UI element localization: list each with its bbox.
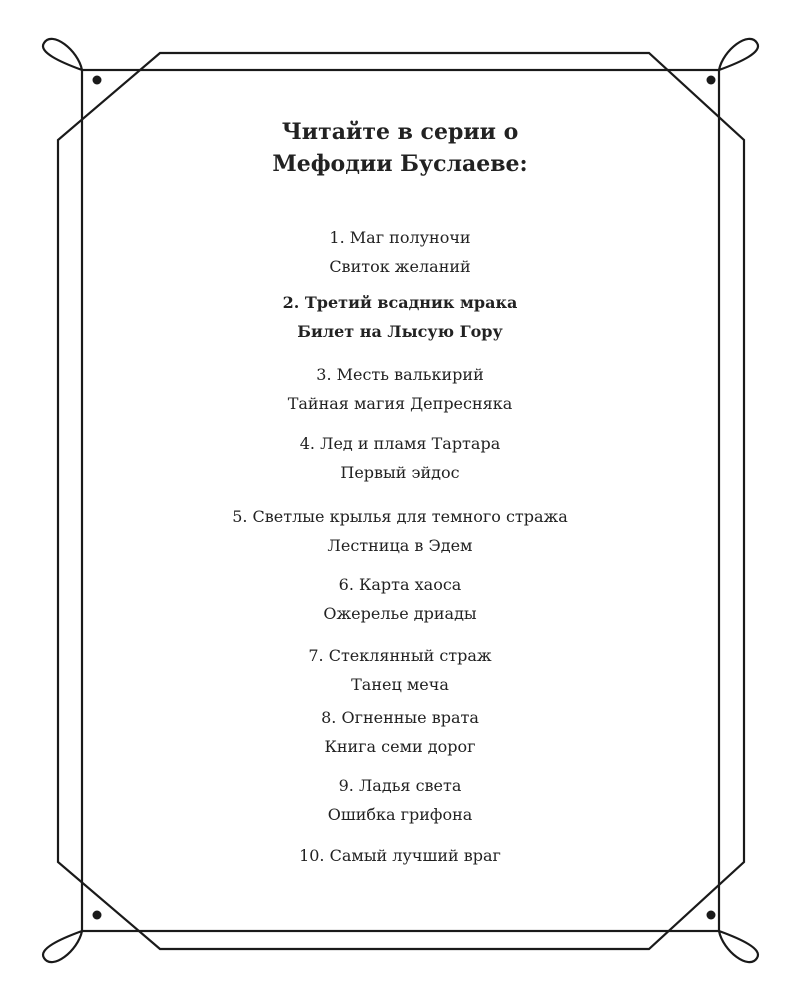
book-subtitle: Тайная магия Депресняка [287,394,513,413]
book-entry-6 [0,570,800,628]
book-title: 6. Карта хаоса [338,575,462,594]
book-title: 5. Светлые крылья для темного стража [232,507,568,526]
book-title: 9. Ладья света [338,776,462,795]
corner-dot-top-left [93,76,102,85]
book-subtitle: Книга семи дорог [324,737,476,756]
book-title: 4. Лед и пламя Тартара [299,434,501,453]
book-subtitle: Билет на Лысую Гору [297,322,503,341]
book-entry-8 [0,703,800,761]
book-entry-1 [0,223,800,281]
book-title: 10. Самый лучший враг [299,846,501,865]
book-subtitle: Первый эйдос [340,463,460,482]
book-entry-4 [0,429,800,487]
book-entry-10 [0,841,800,870]
corner-dot-top-right [707,76,716,85]
corner-dot-bottom-right [707,911,716,920]
book-title: 1. Маг полуночи [329,228,471,247]
book-subtitle: Танец меча [351,675,449,694]
heading-line-2: Мефодии Буслаеве: [272,151,528,177]
book-title: 2. Третий всадник мрака [282,293,518,312]
book-subtitle: Лестница в Эдем [327,536,473,555]
book-subtitle: Ошибка грифона [327,805,473,824]
book-title: 7. Стеклянный страж [308,646,492,665]
corner-loop-top-left [43,39,82,70]
heading-line-1: Читайте в серии о [281,119,519,145]
book-entry-5 [0,502,800,560]
corner-loop-top-right [719,39,758,70]
book-subtitle: Свиток желаний [329,257,471,276]
book-title: 3. Месть валькирий [316,365,484,384]
book-title: 8. Огненные врата [321,708,479,727]
corner-dot-bottom-left [93,911,102,920]
book-entry-7 [0,641,800,699]
book-entry-3 [0,360,800,418]
book-entry-9 [0,771,800,829]
book-subtitle: Ожерелье дриады [323,604,477,623]
corner-loop-bottom-left [43,931,82,962]
corner-loop-bottom-right [719,931,758,962]
book-entry-2 [0,288,800,346]
